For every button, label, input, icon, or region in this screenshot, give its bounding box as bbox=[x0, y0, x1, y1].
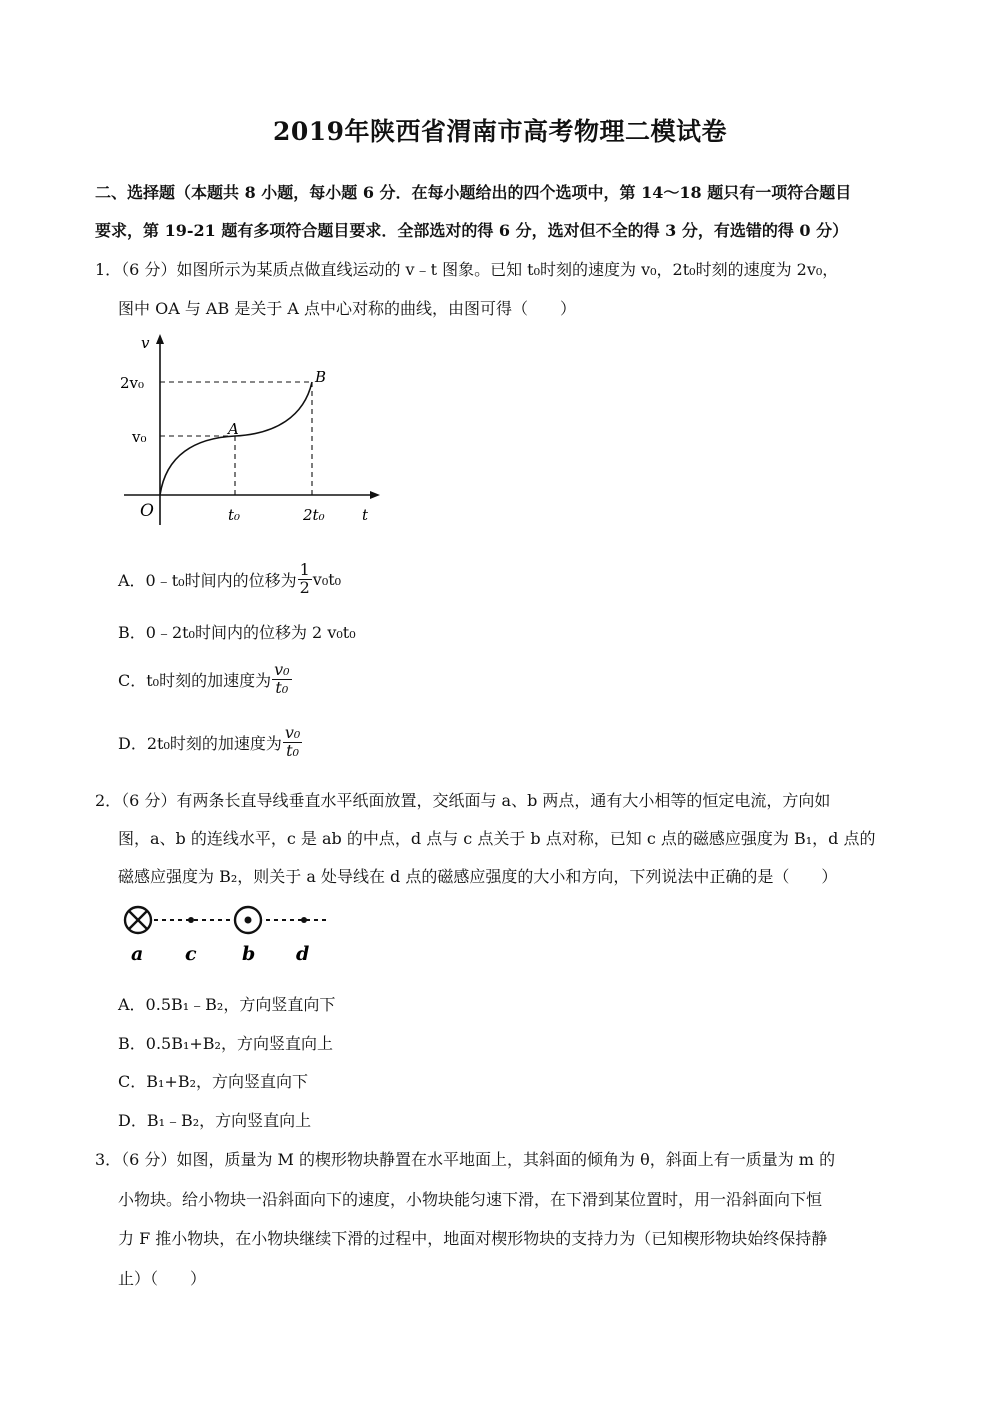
q2-option-b: B．0.5B₁+B₂，方向竖直向上 bbox=[118, 1034, 333, 1053]
question-3-line3: 力 F 推小物块，在小物块继续下滑的过程中，地面对楔形物块的支持力为（已知楔形物块始终保持静 bbox=[118, 1229, 828, 1248]
v-axis-arrow bbox=[156, 334, 164, 344]
label-B: B bbox=[315, 368, 327, 386]
fraction-numerator: v₀ bbox=[274, 660, 290, 679]
q1-option-a-text: A．0﹣t₀时间内的位移为 bbox=[118, 570, 297, 590]
question-2-line3: 磁感应强度为 B₂，则关于 a 处导线在 d 点的磁感应强度的大小和方向，下列说法中正确的是（ ） bbox=[118, 867, 838, 886]
question-3-line2: 小物块。给小物块一沿斜面向下的速度，小物块能匀速下滑，在下滑到某位置时，用一沿斜面向下恒 bbox=[118, 1190, 823, 1209]
question-3-line1: 3．（6 分）如图，质量为 M 的楔形物块静置在水平地面上，其斜面的倾角为 θ，斜面上有一质量为 m 的 bbox=[95, 1150, 836, 1169]
question-1-line1: 1．（6 分）如图所示为某质点做直线运动的 v﹣t 图象。已知 t₀时刻的速度为 v₀，2t₀时刻的速度为 2v₀， bbox=[95, 260, 839, 279]
point-d bbox=[301, 917, 307, 923]
section-header-line2: 要求，第 19-21 题有多项符合题目要求．全部选对的得 6 分，选对但不全的得 3 分，有选错的得 0 分） bbox=[95, 221, 849, 240]
wire-figure bbox=[118, 898, 338, 970]
vt-graph bbox=[110, 330, 390, 535]
fraction-denominator: 2 bbox=[299, 577, 310, 597]
label-2t0: 2t₀ bbox=[303, 506, 325, 524]
q1-option-a-fraction bbox=[298, 562, 312, 597]
q1-option-a bbox=[118, 562, 341, 597]
q1-option-c bbox=[118, 662, 293, 697]
label-t: t bbox=[362, 506, 369, 524]
fraction-numerator: 1 bbox=[299, 560, 310, 579]
label-v: v bbox=[141, 334, 150, 352]
q1-option-c-fraction bbox=[272, 662, 291, 697]
fraction-denominator: t₀ bbox=[275, 677, 289, 697]
fraction-numerator: v₀ bbox=[284, 723, 301, 742]
q1-option-b: B．0﹣2t₀时间内的位移为 2 v₀t₀ bbox=[118, 623, 356, 642]
label-2v0: 2v₀ bbox=[120, 374, 145, 392]
q1-option-d-text: D．2t₀时刻的加速度为 bbox=[118, 733, 282, 753]
q1-option-a-tail: v₀t₀ bbox=[312, 569, 342, 589]
point-c bbox=[188, 917, 194, 923]
t-axis-arrow bbox=[370, 491, 380, 499]
label-O: O bbox=[140, 501, 154, 521]
q1-option-c-text: C．t₀时刻的加速度为 bbox=[118, 670, 272, 690]
question-3-line4: 止）（ ） bbox=[118, 1269, 207, 1288]
label-t0: t₀ bbox=[228, 506, 241, 524]
label-b: b bbox=[242, 943, 256, 965]
fraction-denominator: t₀ bbox=[286, 740, 299, 760]
label-v0: v₀ bbox=[132, 428, 147, 446]
vt-curve bbox=[160, 382, 312, 495]
section-header-line1: 二、选择题（本题共 8 小题，每小题 6 分．在每小题给出的四个选项中，第 14～18 题只有一项符合题目 bbox=[95, 183, 852, 202]
page-title: 2019年陕西省渭南市高考物理二模试卷 bbox=[272, 117, 728, 146]
label-A: A bbox=[228, 420, 239, 438]
q2-option-d: D．B₁﹣B₂，方向竖直向上 bbox=[118, 1111, 312, 1130]
label-a: a bbox=[131, 943, 144, 965]
question-1-line2: 图中 OA 与 AB 是关于 A 点中心对称的曲线，由图可得（ ） bbox=[118, 299, 577, 318]
q2-option-a: A．0.5B₁﹣B₂，方向竖直向下 bbox=[118, 995, 336, 1014]
label-d: d bbox=[296, 943, 310, 965]
q1-option-d-fraction bbox=[283, 725, 302, 760]
q1-option-d bbox=[118, 725, 303, 760]
question-2-line1: 2．（6 分）有两条长直导线垂直水平纸面放置，交纸面与 a、b 两点，通有大小相等的恒定电流，方向如 bbox=[95, 791, 831, 810]
question-2-line2: 图，a、b 的连线水平，c 是 ab 的中点，d 点与 c 点关于 b 点对称，已知 c 点的磁感应强度为 B₁，d 点的 bbox=[118, 829, 876, 848]
label-c: c bbox=[185, 943, 197, 965]
q2-option-c: C．B₁+B₂，方向竖直向下 bbox=[118, 1072, 308, 1091]
